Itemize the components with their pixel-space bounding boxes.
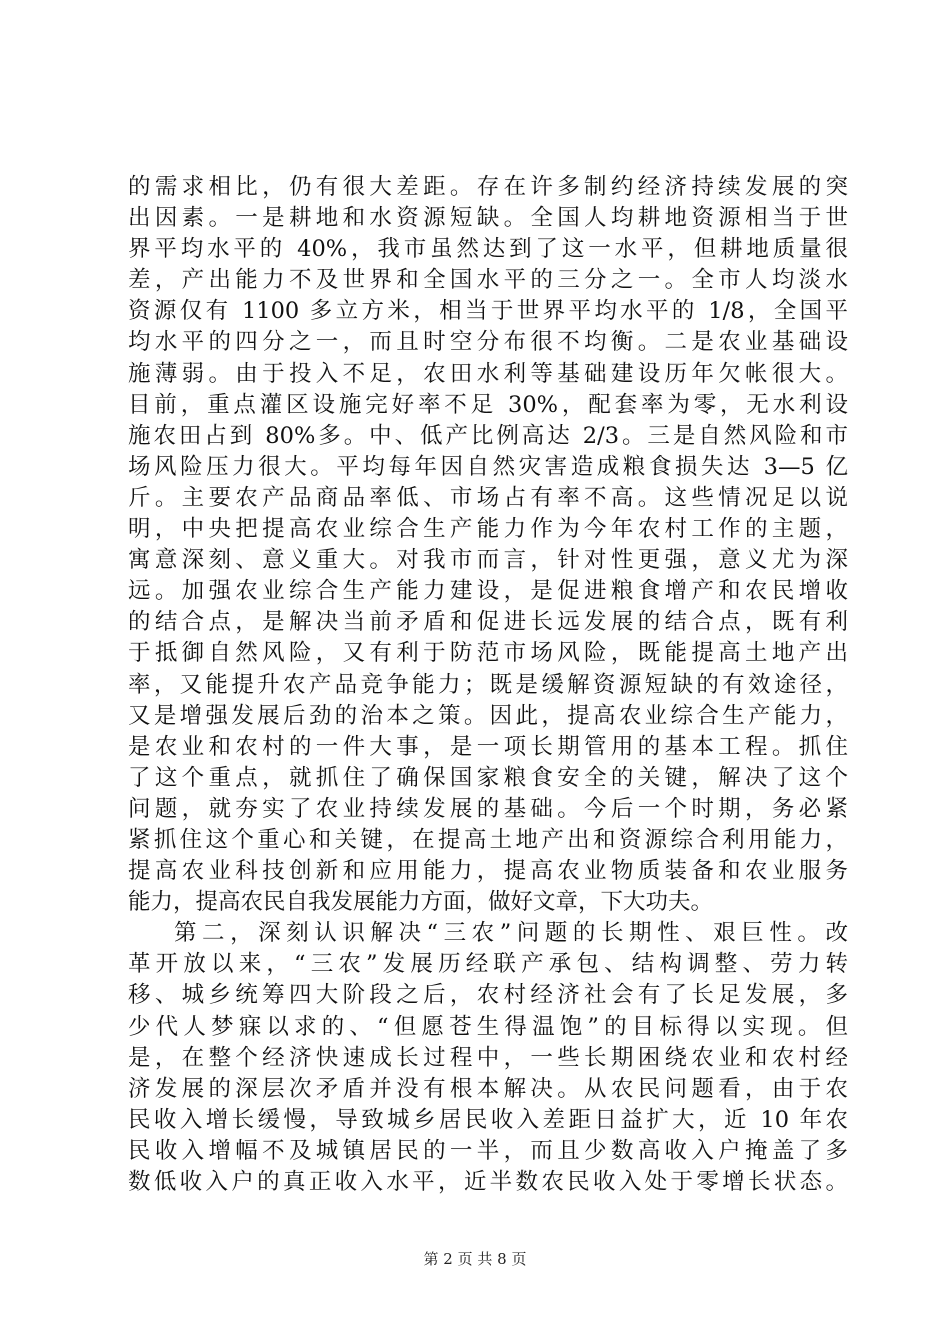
page-number-label: 第 2 页 共 8 页 — [423, 1250, 527, 1268]
text-line: 的结合点，是解决当前矛盾和促进长远发展的结合点，既有利 — [128, 609, 848, 636]
text-line: 明，中央把提高农业综合生产能力作为今年农村工作的主题， — [128, 516, 848, 543]
text-line: 寓意深刻、意义重大。对我市而言，针对性更强，意义尤为深 — [128, 547, 848, 574]
text-line: 施薄弱。由于投入不足，农田水利等基础建设历年欠帐很大。 — [128, 360, 848, 387]
text-line: 是农业和农村的一件大事，是一项长期管用的基本工程。抓住 — [128, 733, 848, 760]
text-line: 是，在整个经济快速成长过程中，一些长期困绕农业和农村经 — [128, 1044, 848, 1071]
paragraph-2 — [128, 918, 848, 1198]
text-line: 远。加强农业综合生产能力建设，是促进粮食增产和农民增收 — [128, 578, 848, 605]
text-line: 出因素。一是耕地和水资源短缺。全国人均耕地资源相当于世 — [128, 205, 848, 232]
text-line: 率，又能提升农产品竞争能力；既是缓解资源短缺的有效途径， — [128, 671, 848, 698]
text-line: 少代人梦寐以求的、“但愿苍生得温饱”的目标得以实现。但 — [128, 1013, 848, 1040]
text-line: 均水平的四分之一，而且时空分布很不均衡。二是农业基础设 — [128, 329, 848, 356]
text-line: 于抵御自然风险，又有利于防范市场风险，既能提高土地产出 — [128, 640, 848, 667]
text-line: 资源仅有 1100 多立方米，相当于世界平均水平的 1/8，全国平 — [128, 298, 848, 325]
text-line: 革开放以来，“三农”发展历经联产承包、结构调整、劳力转 — [128, 951, 848, 978]
text-line: 差，产出能力不及世界和全国水平的三分之一。全市人均淡水 — [128, 267, 848, 294]
text-line: 提高农业科技创新和应用能力，提高农业物质装备和农业服务 — [128, 858, 848, 885]
text-line: 场风险压力很大。平均每年因自然灾害造成粮食损失达 3—5 亿 — [128, 453, 848, 480]
text-line: 问题，就夯实了农业持续发展的基础。今后一个时期，务必紧 — [128, 795, 848, 822]
text-line: 移、城乡统筹四大阶段之后，农村经济社会有了长足发展，多 — [128, 982, 848, 1009]
page-footer — [0, 1248, 950, 1269]
text-line: 能力，提高农民自我发展能力方面，做好文章，下大功夫。 — [128, 889, 714, 916]
text-line: 第二，深刻认识解决“三农”问题的长期性、艰巨性。改 — [174, 920, 848, 947]
text-line: 又是增强发展后劲的治本之策。因此，提高农业综合生产能力， — [128, 702, 848, 729]
text-line: 数低收入户的真正收入水平，近半数农民收入处于零增长状态。 — [128, 1169, 848, 1195]
text-line: 济发展的深层次矛盾并没有根本解决。从农民问题看，由于农 — [128, 1075, 848, 1102]
text-line: 的需求相比，仍有很大差距。存在许多制约经济持续发展的突 — [128, 174, 848, 200]
text-line: 目前，重点灌区设施完好率不足 30%，配套率为零，无水利设 — [128, 391, 848, 418]
text-line: 界平均水平的 40%，我市虽然达到了这一水平，但耕地质量很 — [128, 236, 848, 263]
text-line: 施农田占到 80%多。中、低产比例高达 2/3。三是自然风险和市 — [128, 422, 848, 449]
text-line: 紧抓住这个重心和关键，在提高土地产出和资源综合利用能力， — [128, 826, 848, 853]
paragraph-1 — [128, 172, 848, 918]
text-line: 斤。主要农产品商品率低、市场占有率不高。这些情况足以说 — [128, 484, 848, 511]
body-text — [128, 172, 848, 1198]
text-line: 了这个重点，就抓住了确保国家粮食安全的关键，解决了这个 — [128, 764, 848, 791]
text-line: 民收入增幅不及城镇居民的一半，而且少数高收入户掩盖了多 — [128, 1137, 848, 1164]
text-line: 民收入增长缓慢，导致城乡居民收入差距日益扩大，近 10 年农 — [128, 1106, 848, 1133]
